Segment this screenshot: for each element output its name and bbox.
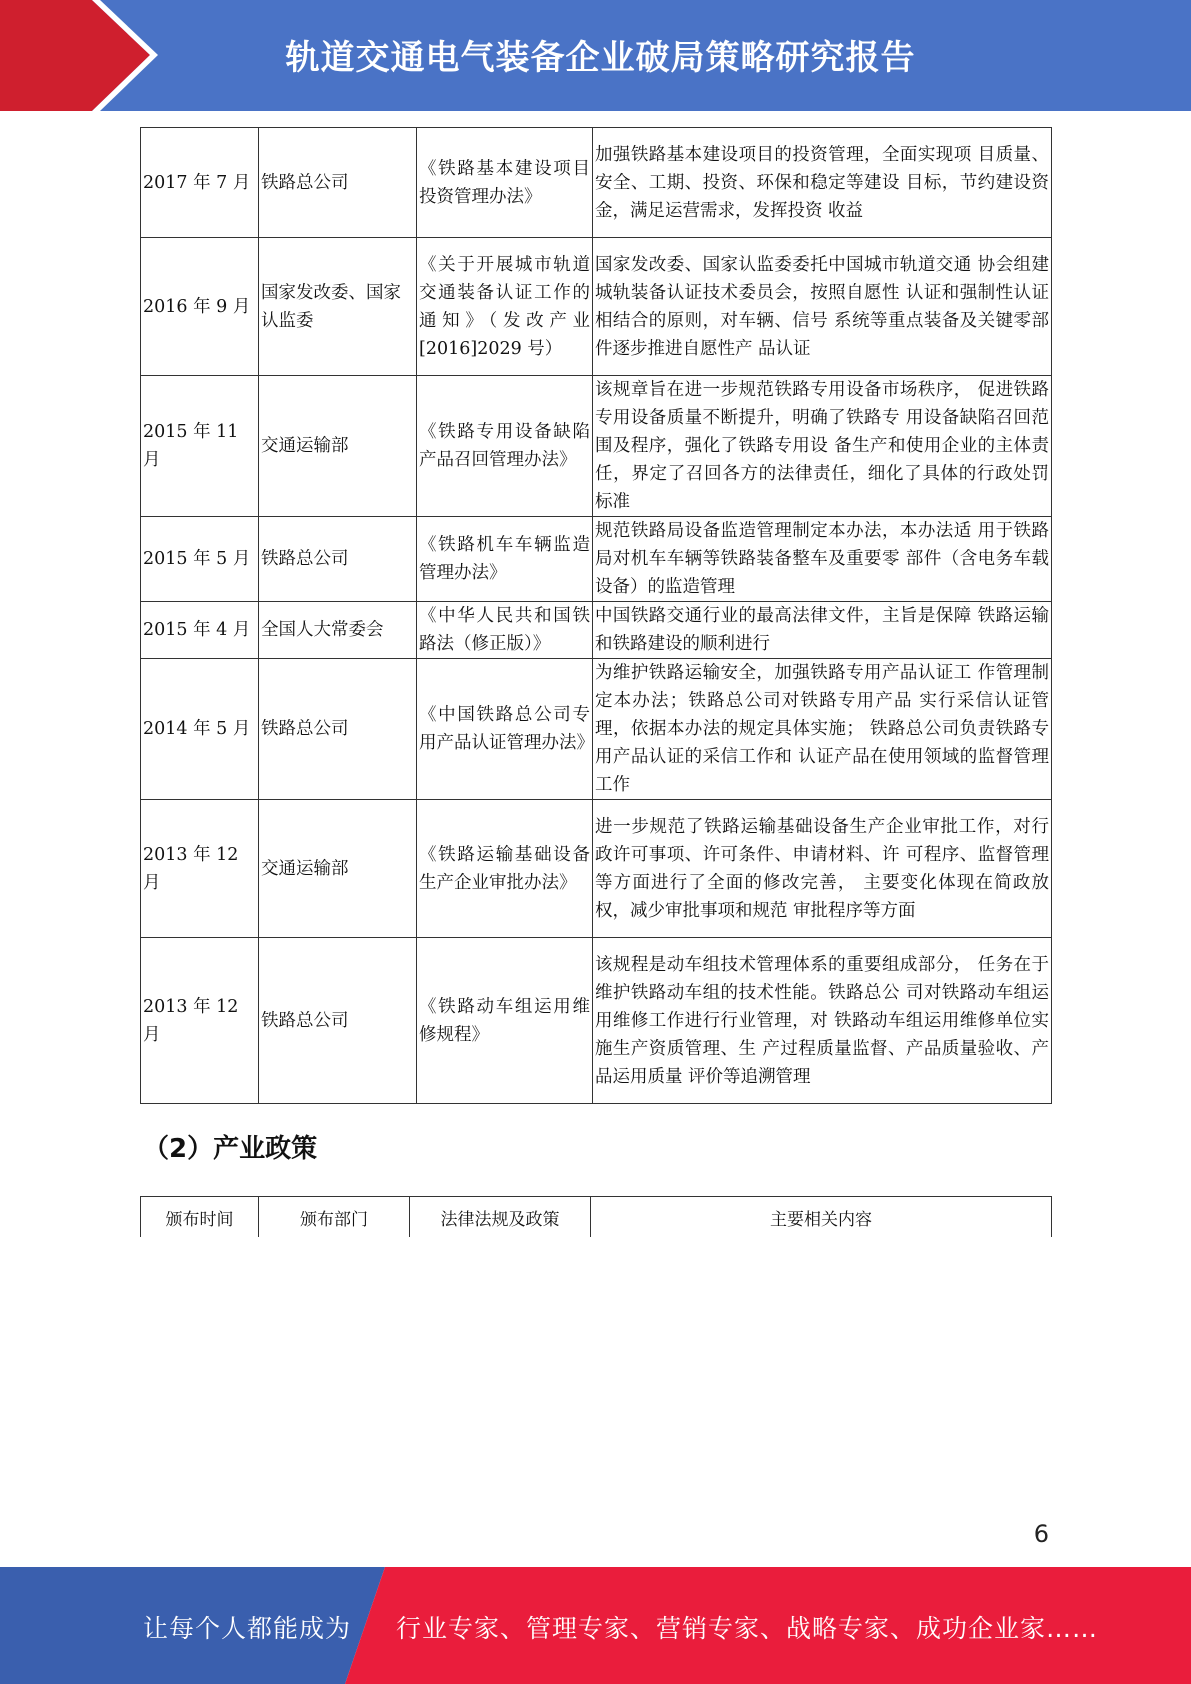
- column-header: 颁布时间: [141, 1197, 259, 1238]
- footer-slogan-left: 让每个人都能成为: [143, 1614, 352, 1643]
- table-row: [141, 938, 1052, 1104]
- section-heading: （2）产业政策: [143, 1134, 318, 1164]
- date-cell: 2015 年 11 月: [141, 376, 259, 517]
- date-cell: 2017 年 7 月: [141, 128, 259, 238]
- policy-table: [140, 127, 1052, 1104]
- content-cell: 规范铁路局设备监造管理制定本办法，本办法适 用于铁路局对机车车辆等铁路装备整车及重要零 部件（含电务车载设备）的监造管理: [593, 517, 1052, 602]
- content-cell: 为维护铁路运输安全，加强铁路专用产品认证工 作管理制定本办法；铁路总公司对铁路专用产品 实行采信认证管理，依据本办法的规定具体实施； 铁路总公司负责铁路专用产品认证的采信工作和 认证产品在使用领域的监督管理工作: [593, 659, 1052, 800]
- table-header-row: [141, 1197, 1052, 1238]
- footer-slogan-right: 行业专家、管理专家、营销专家、战略专家、成功企业家……: [396, 1614, 1099, 1643]
- law-cell: 《中国铁路总公司专用产品认证管理办法》: [417, 659, 593, 800]
- dept-cell: 铁路总公司: [259, 659, 417, 800]
- column-header: 主要相关内容: [591, 1197, 1052, 1238]
- law-cell: 《铁路运输基础设备生产企业审批办法》: [417, 800, 593, 938]
- content-cell: 进一步规范了铁路运输基础设备生产企业审批工作，对行政许可事项、许可条件、申请材料、许 可程序、监督管理等方面进行了全面的修改完善， 主要变化体现在简政放权，减少审批事项和规范 审批程序等方面: [593, 800, 1052, 938]
- report-title: 轨道交通电气装备企业破局策略研究报告: [285, 38, 916, 78]
- date-cell: 2013 年 12 月: [141, 938, 259, 1104]
- industry-policy-table: [140, 1196, 1052, 1237]
- content-cell: 国家发改委、国家认监委委托中国城市轨道交通 协会组建城轨装备认证技术委员会，按照自愿性 认证和强制性认证相结合的原则，对车辆、信号 系统等重点装备及关键零部件逐步推进自愿性产 品认证: [593, 238, 1052, 376]
- footer-banner: [0, 1567, 1191, 1684]
- content-cell: 加强铁路基本建设项目的投资管理，全面实现项 目质量、安全、工期、投资、环保和稳定等建设 目标，节约建设资金，满足运营需求，发挥投资 收益: [593, 128, 1052, 238]
- date-cell: 2016 年 9 月: [141, 238, 259, 376]
- table-row: [141, 238, 1052, 376]
- column-header: 法律法规及政策: [410, 1197, 591, 1238]
- dept-cell: 铁路总公司: [259, 517, 417, 602]
- table-row: [141, 517, 1052, 602]
- date-cell: 2015 年 4 月: [141, 602, 259, 659]
- law-cell: 《关于开展城市轨道交通装备认证工作的通知》（发改产业[2016]2029 号）: [417, 238, 593, 376]
- date-cell: 2015 年 5 月: [141, 517, 259, 602]
- date-cell: 2013 年 12 月: [141, 800, 259, 938]
- dept-cell: 国家发改委、国家认监委: [259, 238, 417, 376]
- table-row: [141, 800, 1052, 938]
- table-row: [141, 376, 1052, 517]
- table-row: [141, 659, 1052, 800]
- law-cell: 《铁路机车车辆监造管理办法》: [417, 517, 593, 602]
- dept-cell: 铁路总公司: [259, 938, 417, 1104]
- dept-cell: 铁路总公司: [259, 128, 417, 238]
- law-cell: 《铁路专用设备缺陷产品召回管理办法》: [417, 376, 593, 517]
- dept-cell: 交通运输部: [259, 376, 417, 517]
- date-cell: 2014 年 5 月: [141, 659, 259, 800]
- dept-cell: 交通运输部: [259, 800, 417, 938]
- law-cell: 《铁路动车组运用维修规程》: [417, 938, 593, 1104]
- content-cell: 中国铁路交通行业的最高法律文件，主旨是保障 铁路运输和铁路建设的顺利进行: [593, 602, 1052, 659]
- header-banner: [0, 0, 1191, 111]
- dept-cell: 全国人大常委会: [259, 602, 417, 659]
- page-number: 6: [1033, 1520, 1049, 1548]
- law-cell: 《中华人民共和国铁路法（修正版）》: [417, 602, 593, 659]
- table-row: [141, 602, 1052, 659]
- law-cell: 《铁路基本建设项目投资管理办法》: [417, 128, 593, 238]
- table-row: [141, 128, 1052, 238]
- content-cell: 该规章旨在进一步规范铁路专用设备市场秩序， 促进铁路专用设备质量不断提升，明确了铁路专 用设备缺陷召回范围及程序，强化了铁路专用设 备生产和使用企业的主体责任，界定了召回各方的法律责任，细化了具体的行政处罚标准: [593, 376, 1052, 517]
- column-header: 颁布部门: [259, 1197, 410, 1238]
- content-cell: 该规程是动车组技术管理体系的重要组成部分， 任务在于维护铁路动车组的技术性能。铁路总公 司对铁路动车组运用维修工作进行行业管理，对 铁路动车组运用维修单位实施生产资质管理、生 产过程质量监督、产品质量验收、产品运用质量 评价等追溯管理: [593, 938, 1052, 1104]
